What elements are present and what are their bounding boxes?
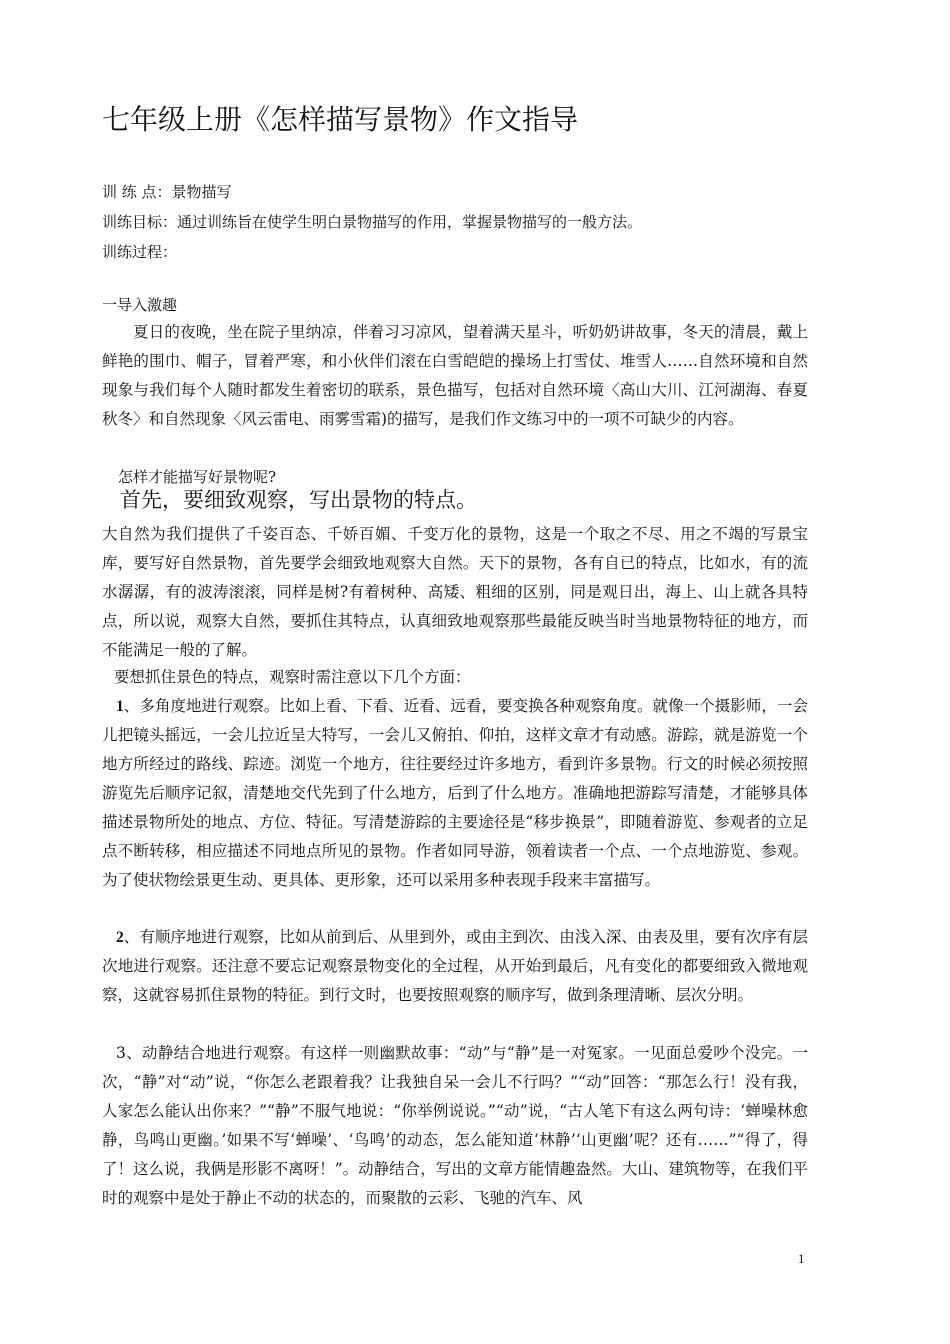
item-three-paragraph: 3、动静结合地进行观察。有这样一则幽默故事：“动”与“静”是一对冤家。一见面总爱吵个没完。一次，“静”对“动”说，“你怎么老跟着我？让我独自呆一会儿不行吗？”“动”回答：“那怎么行！没有我，人家怎么能认出你来？”“静”不服气地说：“你举例说说。”“动”说，“古人笔下有这么两句诗：‘蝉噪林愈静，鸟鸣山更幽。’如果不写‘蝉噪’、‘鸟鸣’的动态，怎么能知道‘林静’‘山更幽’呢？还有……”“得了，得了！这么说，我俩是形影不离呀！”。动静结合，写出的文章方能情趣盎然。大山、建筑物等，在我们平时的观察中是处于静止不动的状态的，而聚散的云彩、飞驰的汽车、风	[102, 1044, 808, 1207]
training-meta	[102, 177, 842, 267]
item-one-number: 1	[116, 698, 124, 715]
item-two-text: 、有顺序地进行观察，比如从前到后、从里到外，或由主到次、由浅入深、由表及里，要有次序有层次地进行观察。还注意不要忘记观察景物变化的全过程，从开始到最后，凡有变化的都要细致入微地观察，这就容易抓住景物的特征。到行文时，也要按照观察的顺序写，做到条理清晰、层次分明。	[102, 928, 808, 1004]
nature-paragraph: 大自然为我们提供了千姿百态、千娇百媚、千变万化的景物，这是一个取之不尽、用之不竭的写景宝库，要写好自然景物，首先要学会细致地观察大自然。天下的景物，各有自已的特点，比如水，有的流水潺潺，有的波涛滚滚，同样是树?有着树种、高矮、粗细的区别，同是观日出，海上、山上就各具特点，所以说，观察大自然，要抓住其特点，认真细致地观察那些最能反映当时当地景物特征的地方，而不能满足一般的了解。	[102, 525, 808, 659]
page-title: 七年级上册《怎样描写景物》作文指导	[102, 103, 579, 136]
intro-paragraph: 夏日的夜晚，坐在院子里纳凉，伴着习习凉风，望着满天星斗，听奶奶讲故事，冬天的清晨，戴上鲜艳的围巾、帽子，冒着严寒，和小伙伴们滚在白雪皑皑的操场上打雪仗、堆雪人……自然环境和自然现象与我们每个人随时都发生着密切的联系，景色描写，包括对自然环境〈高山大川、江河湖海、春夏秋冬〉和自然现象〈风云雷电、雨雾雪霜)的描写，是我们作文练习中的一项不可缺少的内容。	[102, 323, 808, 428]
observation-subheading: 首先，要细致观察，写出景物的特点。	[120, 488, 477, 512]
aspects-paragraph: 要想抓住景色的特点，观察时需注意以下几个方面：	[114, 668, 471, 686]
training-process: 训练过程：	[102, 243, 178, 261]
item-one-paragraph	[102, 692, 808, 895]
training-point: 训 练 点：景物描写	[102, 183, 232, 201]
item-one-text: 、多角度地进行观察。比如上看、下看、近看、远看，要变换各种观察角度。就像一个摄影师，一会儿把镜头摇远，一会儿拉近呈大特写，一会儿又俯拍、仰拍，这样文章才有动感。游踪，就是游览一个地方所经过的路线、踪迹。浏览一个地方，往往要经过许多地方，看到许多景物。行文的时候必须按照游览先后顺序记叙，清楚地交代先到了什么地方，后到了什么地方。准确地把游踪写清楚，才能够具体描述景物所处的地点、方位、特征。写清楚游踪的主要途径是“移步换景”，即随着游览、参观者的立足点不断转移，相应描述不同地点所见的景物。作者如同导游，领着读者一个点、一个点地游览、参观。为了使状物绘景更生动、更具体、更形象，还可以采用多种表现手段来丰富描写。	[102, 697, 808, 889]
question-line: 怎样才能描写好景物呢?	[118, 468, 277, 486]
item-two-paragraph	[102, 923, 808, 1010]
item-two-number: 2	[116, 929, 124, 946]
section-heading: 一导入激趣	[102, 296, 178, 314]
training-goal: 训练目标：通过训练旨在使学生明白景物描写的作用，掌握景物描写的一般方法。	[102, 213, 643, 231]
page-number: 1	[798, 1251, 805, 1266]
